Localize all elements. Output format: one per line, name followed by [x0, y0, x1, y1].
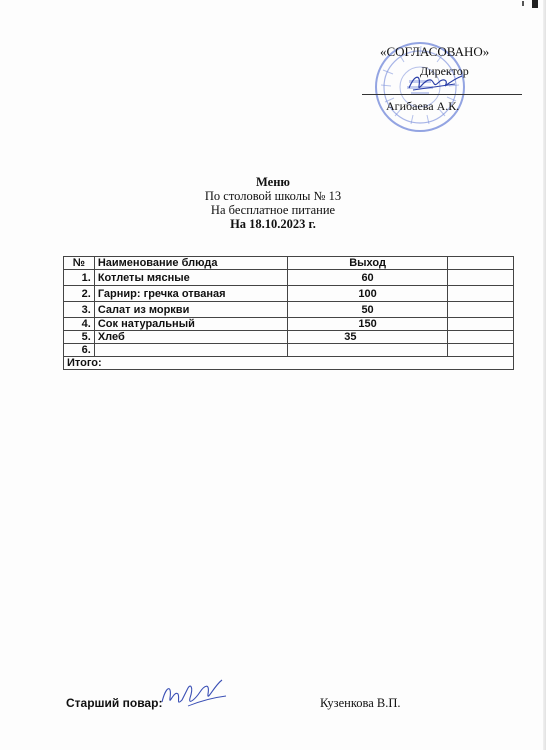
row-empty [447, 270, 513, 286]
row-empty [447, 318, 513, 331]
row-num: 3. [64, 302, 95, 318]
scan-mark-small [522, 1, 524, 6]
heading-menu: Меню [256, 175, 290, 189]
row-dish: Сок натуральный [94, 318, 287, 331]
cook-name: Кузенкова В.П. [320, 696, 401, 710]
table-row [64, 344, 514, 357]
cook-signature [158, 676, 230, 716]
row-output: 100 [288, 286, 448, 302]
menu-table [63, 256, 514, 370]
header-dish: Наименование блюда [94, 257, 287, 270]
table-row [64, 270, 514, 286]
header-num: № [64, 257, 95, 270]
table-row [64, 302, 514, 318]
row-output: 150 [288, 318, 448, 331]
table-row [64, 318, 514, 331]
row-num: 6. [64, 344, 95, 357]
heading-school: По столовой школы № 13 [204, 189, 342, 203]
row-dish: Салат из моркви [94, 302, 287, 318]
table-row [64, 286, 514, 302]
row-dish: Котлеты мясные [94, 270, 287, 286]
approval-name: Агибаева А.К. [386, 99, 460, 113]
row-dish [94, 344, 287, 357]
header-output: Выход [288, 257, 448, 270]
row-empty [447, 302, 513, 318]
total-label: Итого: [64, 357, 514, 370]
approval-title: «СОГЛАСОВАНО» [380, 44, 490, 59]
row-num: 4. [64, 318, 95, 331]
row-output: 60 [288, 270, 448, 286]
row-num: 5. [64, 331, 95, 344]
table-row [64, 331, 514, 344]
row-output: 35 [288, 331, 448, 344]
row-dish: Гарнир: гречка отваная [94, 286, 287, 302]
row-output: 50 [288, 302, 448, 318]
row-empty [447, 344, 513, 357]
director-signature [405, 68, 465, 96]
header-empty [447, 257, 513, 270]
approval-role: Директор [420, 64, 469, 78]
document-heading [0, 175, 546, 231]
table-header-row [64, 257, 514, 270]
scan-mark [532, 0, 538, 8]
row-dish: Хлеб [94, 331, 287, 344]
row-output [288, 344, 448, 357]
cook-label: Старший повар: [66, 696, 163, 710]
total-row [64, 357, 514, 370]
row-num: 2. [64, 286, 95, 302]
row-empty [447, 286, 513, 302]
heading-free-meals: На бесплатное питание [210, 203, 336, 217]
row-num: 1. [64, 270, 95, 286]
row-empty [447, 331, 513, 344]
heading-date: На 18.10.2023 г. [230, 217, 316, 231]
